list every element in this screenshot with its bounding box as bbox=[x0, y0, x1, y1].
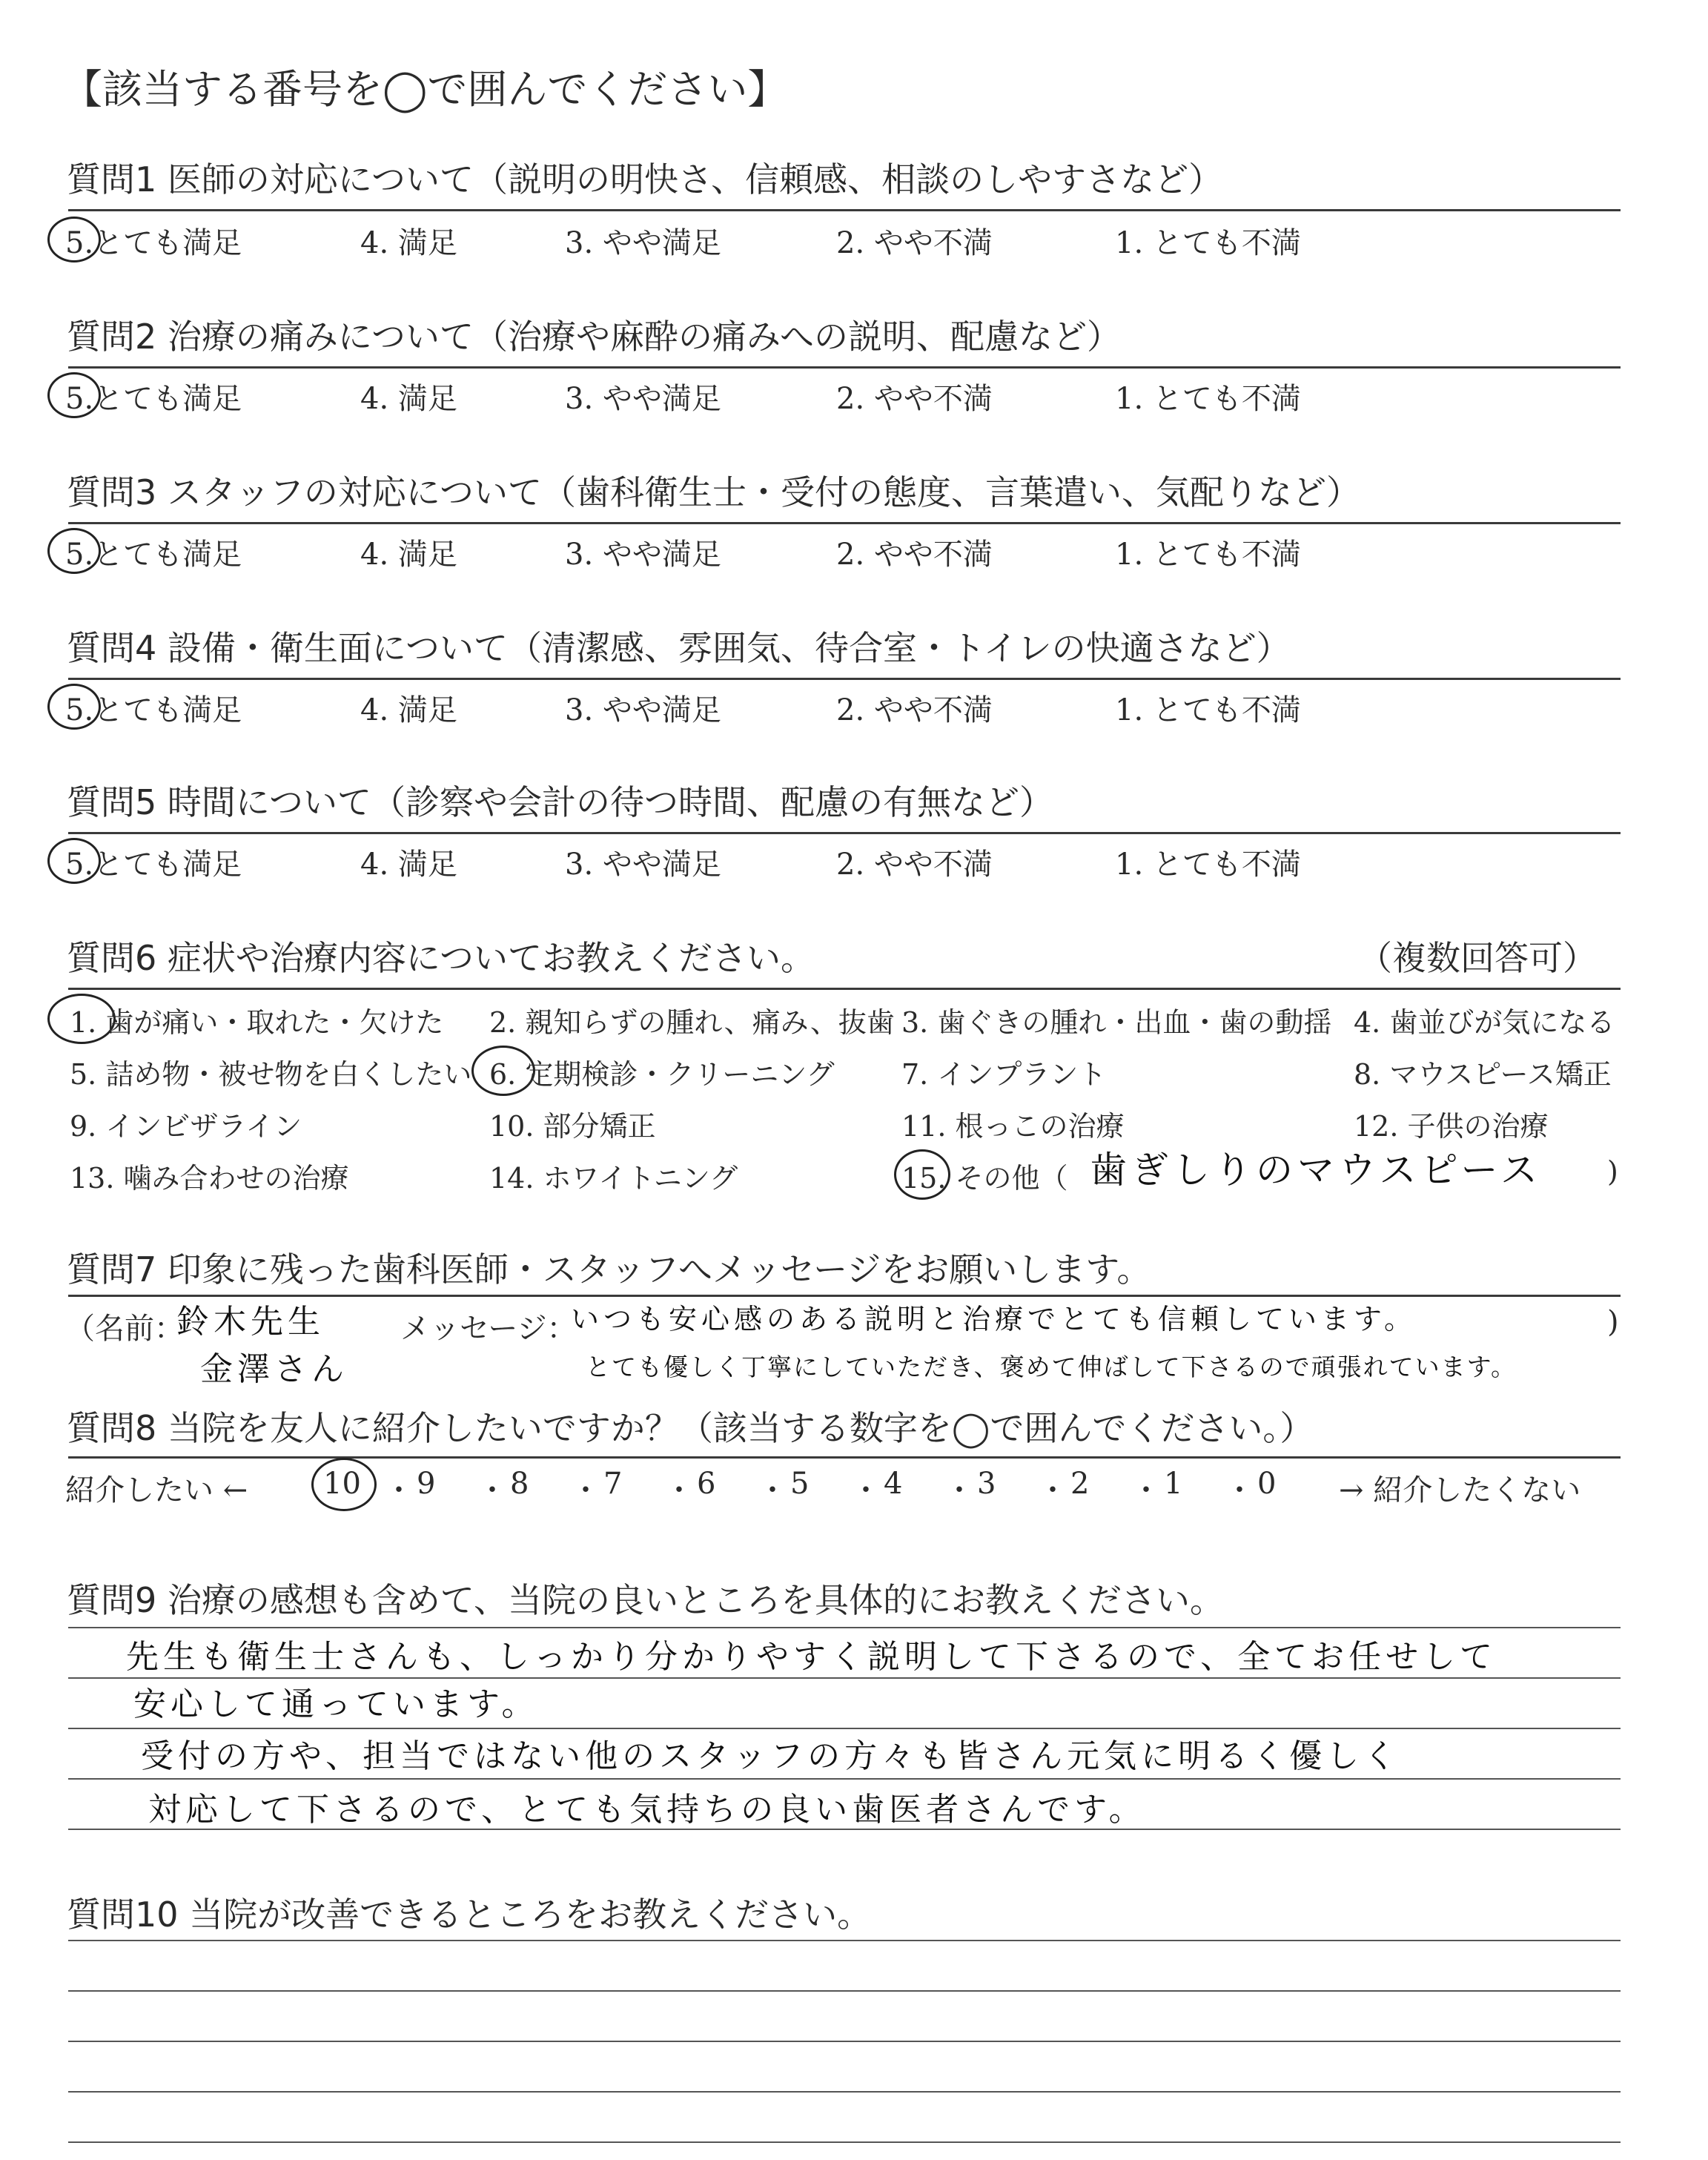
divider bbox=[68, 366, 1621, 369]
scale-separator: ・ bbox=[758, 1473, 787, 1507]
scale-value-7[interactable]: 7 bbox=[603, 1467, 623, 1501]
scale-value-1[interactable]: 1 bbox=[1164, 1467, 1183, 1501]
question-2-label: 質問2 治療の痛みについて（治療や麻酔の痛みへの説明、配慮など） bbox=[67, 317, 1122, 357]
divider bbox=[68, 209, 1621, 211]
rating-option-2[interactable]: 2. やや不満 bbox=[836, 693, 993, 727]
scale-value-2[interactable]: 2 bbox=[1070, 1467, 1090, 1501]
rating-option-2[interactable]: 2. やや不満 bbox=[836, 848, 993, 882]
symptom-option-7[interactable]: 7. インプラント bbox=[901, 1058, 1107, 1091]
scale-value-10[interactable]: 10 bbox=[323, 1467, 361, 1501]
rating-option-5[interactable]: 5.とても満足 bbox=[65, 693, 242, 727]
rating-option-2[interactable]: 2. やや不満 bbox=[836, 226, 993, 260]
question-3-label: 質問3 スタッフの対応について（歯科衛生士・受付の態度、言葉遣い、気配りなど） bbox=[67, 472, 1360, 512]
question-10-label: 質問10 当院が改善できるところをお教えください。 bbox=[67, 1895, 872, 1935]
symptom-option-10[interactable]: 10. 部分矯正 bbox=[489, 1110, 656, 1143]
name-label: （名前： bbox=[65, 1312, 184, 1346]
scale-separator: ・ bbox=[477, 1473, 507, 1507]
scale-value-0[interactable]: 0 bbox=[1257, 1467, 1277, 1501]
scale-separator: ・ bbox=[944, 1473, 974, 1507]
symptom-option-9[interactable]: 9. インビザライン bbox=[70, 1110, 302, 1143]
rating-option-4[interactable]: 4. 満足 bbox=[360, 226, 457, 260]
rating-option-1[interactable]: 1. とても不満 bbox=[1115, 382, 1301, 416]
rating-option-4[interactable]: 4. 満足 bbox=[360, 538, 457, 572]
answer-line-1[interactable]: 先生も衛生士さんも、しっかり分かりやすく説明して下さるので、全てお任せして bbox=[126, 1638, 1497, 1676]
message-line-1[interactable]: いつも安心感のある説明と治療でとても信頼しています。 bbox=[571, 1303, 1417, 1335]
writing-line bbox=[68, 2041, 1621, 2042]
scale-separator: ・ bbox=[664, 1473, 694, 1507]
question-7-label: 質問7 印象に残った歯科医師・スタッフへメッセージをお願いします。 bbox=[67, 1249, 1151, 1289]
other-answer-text[interactable]: 歯ぎしりのマウスピース bbox=[1090, 1149, 1542, 1192]
answer-line-2[interactable]: 安心して通っています。 bbox=[133, 1685, 539, 1723]
rating-option-4[interactable]: 4. 満足 bbox=[360, 848, 457, 882]
divider bbox=[68, 1456, 1621, 1459]
rating-option-2[interactable]: 2. やや不満 bbox=[836, 382, 993, 416]
not-recommend-label: → 紹介したくない bbox=[1339, 1473, 1581, 1507]
symptom-option-13[interactable]: 13. 噛み合わせの治療 bbox=[70, 1162, 349, 1195]
writing-line bbox=[68, 1627, 1621, 1628]
symptom-option-6[interactable]: 6. 定期検診・クリーニング bbox=[489, 1058, 835, 1091]
symptom-option-1[interactable]: 1. 歯が痛い・取れた・欠けた bbox=[70, 1006, 444, 1039]
rating-option-4[interactable]: 4. 満足 bbox=[360, 693, 457, 727]
symptom-option-5[interactable]: 5. 詰め物・被せ物を白くしたい bbox=[70, 1058, 472, 1091]
rating-option-1[interactable]: 1. とても不満 bbox=[1115, 226, 1301, 260]
rating-option-3[interactable]: 3. やや満足 bbox=[565, 382, 721, 416]
rating-option-3[interactable]: 3. やや満足 bbox=[565, 693, 721, 727]
scale-value-6[interactable]: 6 bbox=[697, 1467, 716, 1501]
writing-line bbox=[68, 1990, 1621, 1992]
divider bbox=[68, 832, 1621, 834]
rating-option-3[interactable]: 3. やや満足 bbox=[565, 226, 721, 260]
scale-value-8[interactable]: 8 bbox=[510, 1467, 529, 1501]
scale-value-4[interactable]: 4 bbox=[884, 1467, 903, 1501]
scale-value-9[interactable]: 9 bbox=[417, 1467, 436, 1501]
scale-separator: ・ bbox=[851, 1473, 881, 1507]
recommend-label: 紹介したい ← bbox=[65, 1473, 248, 1507]
rating-option-3[interactable]: 3. やや満足 bbox=[565, 848, 721, 882]
question-8-label: 質問8 当院を友人に紹介したいですか？（該当する数字を◯で囲んでください。） bbox=[67, 1408, 1314, 1448]
scale-value-5[interactable]: 5 bbox=[790, 1467, 810, 1501]
staff-name-1[interactable]: 鈴木先生 bbox=[176, 1303, 325, 1341]
rating-option-5[interactable]: 5.とても満足 bbox=[65, 848, 242, 882]
message-line-2[interactable]: とても優しく丁寧にしていただき、褒めて伸ばして下さるので頑張れています。 bbox=[586, 1353, 1517, 1381]
scale-separator: ・ bbox=[1131, 1473, 1161, 1507]
symptom-option-14[interactable]: 14. ホワイトニング bbox=[489, 1162, 738, 1195]
scale-separator: ・ bbox=[1225, 1473, 1254, 1507]
question-5-label: 質問5 時間について（診察や会計の待つ時間、配慮の有無など） bbox=[67, 782, 1053, 822]
question-6-label: 質問6 症状や治療内容についてお教えください。 bbox=[67, 938, 815, 978]
message-label: メッセージ： bbox=[400, 1312, 577, 1346]
symptom-option-2[interactable]: 2. 親知らずの腫れ、痛み、抜歯 bbox=[489, 1006, 895, 1039]
scale-value-3[interactable]: 3 bbox=[977, 1467, 996, 1501]
rating-option-1[interactable]: 1. とても不満 bbox=[1115, 538, 1301, 572]
scale-separator: ・ bbox=[1038, 1473, 1068, 1507]
symptom-option-3[interactable]: 3. 歯ぐきの腫れ・出血・歯の動揺 bbox=[901, 1006, 1332, 1039]
symptom-option-11[interactable]: 11. 根っこの治療 bbox=[901, 1110, 1125, 1143]
staff-name-2[interactable]: 金澤さん bbox=[200, 1350, 348, 1388]
message-close-paren: ) bbox=[1607, 1305, 1619, 1339]
divider bbox=[68, 678, 1621, 680]
symptom-option-12[interactable]: 12. 子供の治療 bbox=[1354, 1110, 1549, 1143]
rating-option-1[interactable]: 1. とても不満 bbox=[1115, 848, 1301, 882]
divider bbox=[68, 522, 1621, 524]
form-title: 【該当する番号を◯で囲んでください】 bbox=[62, 66, 788, 113]
symptom-option-4[interactable]: 4. 歯並びが気になる bbox=[1354, 1006, 1615, 1039]
scale-separator: ・ bbox=[384, 1473, 414, 1507]
question-1-label: 質問1 医師の対応について（説明の明快さ、信頼感、相談のしやすさなど） bbox=[67, 159, 1223, 199]
rating-option-5[interactable]: 5.とても満足 bbox=[65, 538, 242, 572]
rating-option-1[interactable]: 1. とても不満 bbox=[1115, 693, 1301, 727]
writing-line bbox=[68, 2091, 1621, 2093]
answer-line-3[interactable]: 受付の方や、担当ではない他のスタッフの方々も皆さん元気に明るく優しく bbox=[141, 1737, 1401, 1775]
question-9-label: 質問9 治療の感想も含めて、当院の良いところを具体的にお教えください。 bbox=[67, 1580, 1224, 1620]
rating-option-5[interactable]: 5.とても満足 bbox=[65, 382, 242, 416]
answer-line-4[interactable]: 対応して下さるので、とても気持ちの良い歯医者さんです。 bbox=[148, 1791, 1146, 1829]
rating-option-4[interactable]: 4. 満足 bbox=[360, 382, 457, 416]
writing-line bbox=[68, 2141, 1621, 2143]
writing-line bbox=[68, 1778, 1621, 1780]
symptom-option-8[interactable]: 8. マウスピース矯正 bbox=[1354, 1058, 1612, 1091]
rating-option-2[interactable]: 2. やや不満 bbox=[836, 538, 993, 572]
writing-line bbox=[68, 1940, 1621, 1941]
other-close-paren: ) bbox=[1607, 1155, 1618, 1188]
rating-option-3[interactable]: 3. やや満足 bbox=[565, 538, 721, 572]
multiple-answers-note: （複数回答可） bbox=[1358, 938, 1597, 978]
scale-separator: ・ bbox=[571, 1473, 600, 1507]
question-4-label: 質問4 設備・衛生面について（清潔感、雰囲気、待合室・トイレの快適さなど） bbox=[67, 628, 1291, 668]
rating-option-5[interactable]: 5.とても満足 bbox=[65, 226, 242, 260]
symptom-option-15[interactable]: 15. その他（ bbox=[901, 1162, 1068, 1195]
divider bbox=[68, 988, 1621, 990]
